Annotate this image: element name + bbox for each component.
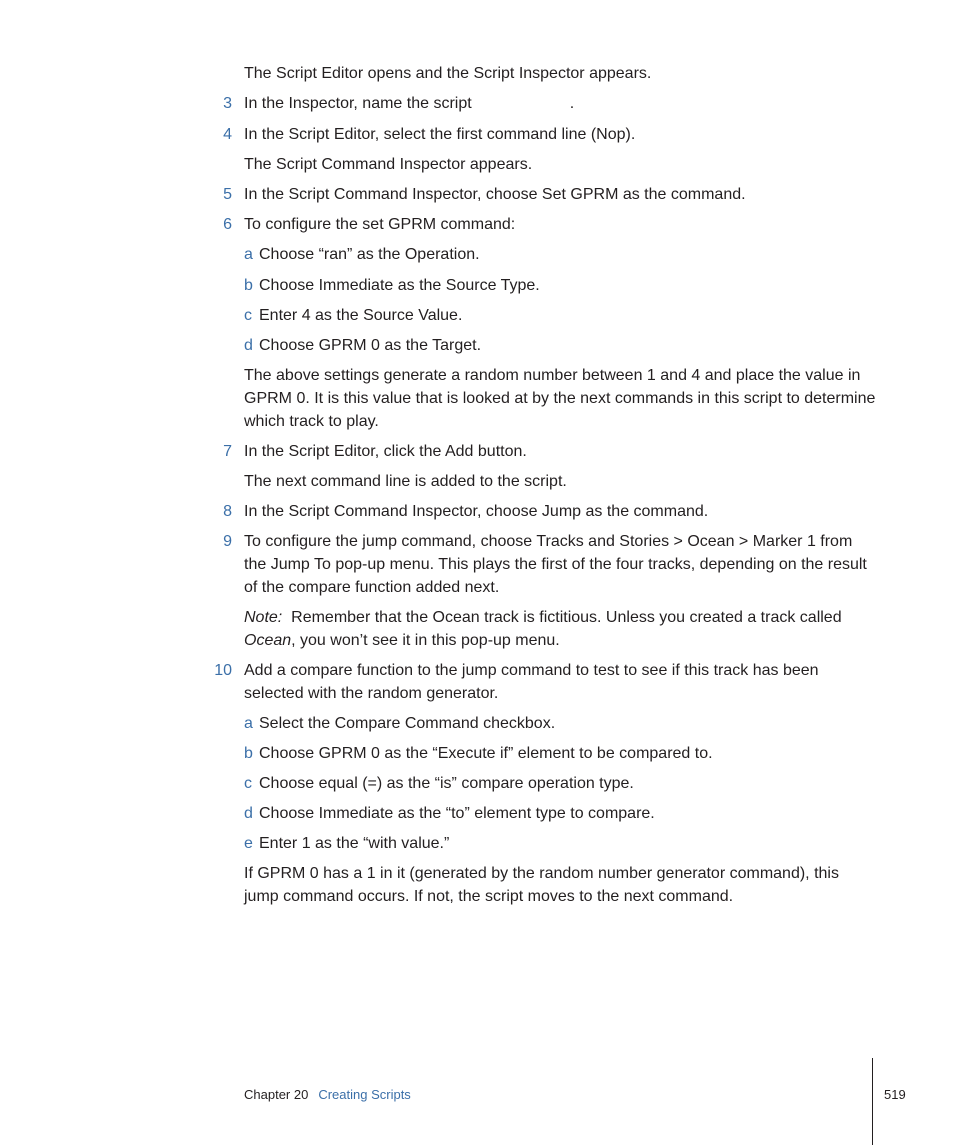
step-8-text: In the Script Command Inspector, choose Jump as the command. <box>244 503 709 520</box>
step-3-number: 3 <box>223 95 232 112</box>
step-3-label: In the Inspector, name the script <box>244 95 472 112</box>
step-9-number: 9 <box>223 533 232 550</box>
step-10a-letter: a <box>244 715 253 732</box>
step-3-text <box>244 92 876 115</box>
step-6b <box>244 274 876 297</box>
step-10-number: 10 <box>214 662 232 679</box>
step-7-text: In the Script Editor, click the Add button. <box>244 443 527 460</box>
footer-chapter: Chapter 20 <box>244 1087 309 1102</box>
step-6d <box>244 334 876 357</box>
step-6b-text: Choose Immediate as the Source Type. <box>259 277 540 294</box>
step-10d <box>244 802 876 825</box>
step-6-result: The above settings generate a random number between 1 and 4 and place the value in GPRM 0. It is this value that is looked at by the next commands in this script to determine which track to play. <box>244 367 876 430</box>
step-10c-letter: c <box>244 775 252 792</box>
step-6-number: 6 <box>223 216 232 233</box>
step-4-result: The Script Command Inspector appears. <box>244 156 533 173</box>
note-paragraph <box>244 606 876 652</box>
step-10d-letter: d <box>244 805 253 822</box>
page-footer <box>244 1085 411 1105</box>
step-4-text: In the Script Editor, select the first command line (Nop). <box>244 126 636 143</box>
step-10a-text: Select the Compare Command checkbox. <box>259 715 556 732</box>
step-6b-letter: b <box>244 277 253 294</box>
step-8-number: 8 <box>223 503 232 520</box>
step-6c <box>244 304 876 327</box>
step-4-number: 4 <box>223 126 232 143</box>
step-6d-text: Choose GPRM 0 as the Target. <box>259 337 482 354</box>
footer-chapter-title[interactable]: Creating Scripts <box>318 1087 411 1102</box>
step-3-trail: . <box>569 95 575 112</box>
step-6c-text: Enter 4 as the Source Value. <box>259 307 463 324</box>
step-7-result: The next command line is added to the script. <box>244 473 567 490</box>
step-10d-text: Choose Immediate as the “to” element type to compare. <box>259 805 655 822</box>
step-6c-letter: c <box>244 307 252 324</box>
step-10c-text: Choose equal (=) as the “is” compare operation type. <box>259 775 634 792</box>
step-10b-letter: b <box>244 745 253 762</box>
step-6d-letter: d <box>244 337 253 354</box>
step-10e <box>244 832 876 855</box>
note-text-2: , you won’t see it in this pop-up menu. <box>291 632 560 649</box>
step-6a <box>244 243 876 266</box>
step-9-text: To configure the jump command, choose Tracks and Stories > Ocean > Marker 1 from the Jump To pop-up menu. This plays the first of the four tracks, depending on the result of the compare function added next. <box>244 533 867 596</box>
step-6a-text: Choose “ran” as the Operation. <box>259 246 480 263</box>
note-text-1: Remember that the Ocean track is fictitious. Unless you created a track called <box>291 609 842 626</box>
step-6-text: To configure the set GPRM command: <box>244 216 516 233</box>
step-6a-letter: a <box>244 246 253 263</box>
step-7-number: 7 <box>223 443 232 460</box>
step-10-text: Add a compare function to the jump command to test to see if this track has been selected with the random generator. <box>244 662 819 702</box>
step-10-result: If GPRM 0 has a 1 in it (generated by the random number generator command), this jump command occurs. If not, the script moves to the next command. <box>244 865 839 905</box>
note-emphasis: Ocean <box>244 632 292 649</box>
page-number: 519 <box>884 1087 906 1102</box>
step-10b-text: Choose GPRM 0 as the “Execute if” element to be compared to. <box>259 745 713 762</box>
step-10e-text: Enter 1 as the “with value.” <box>259 835 450 852</box>
footer-divider <box>872 1058 873 1145</box>
step-5-text: In the Script Command Inspector, choose Set GPRM as the command. <box>244 186 746 203</box>
step-10b <box>244 742 876 765</box>
note-label: Note: <box>244 609 283 626</box>
step-10a <box>244 712 876 735</box>
step-10c <box>244 772 876 795</box>
step-5-number: 5 <box>223 186 232 203</box>
intro-paragraph: The Script Editor opens and the Script Inspector appears. <box>244 65 652 82</box>
step-10e-letter: e <box>244 835 253 852</box>
